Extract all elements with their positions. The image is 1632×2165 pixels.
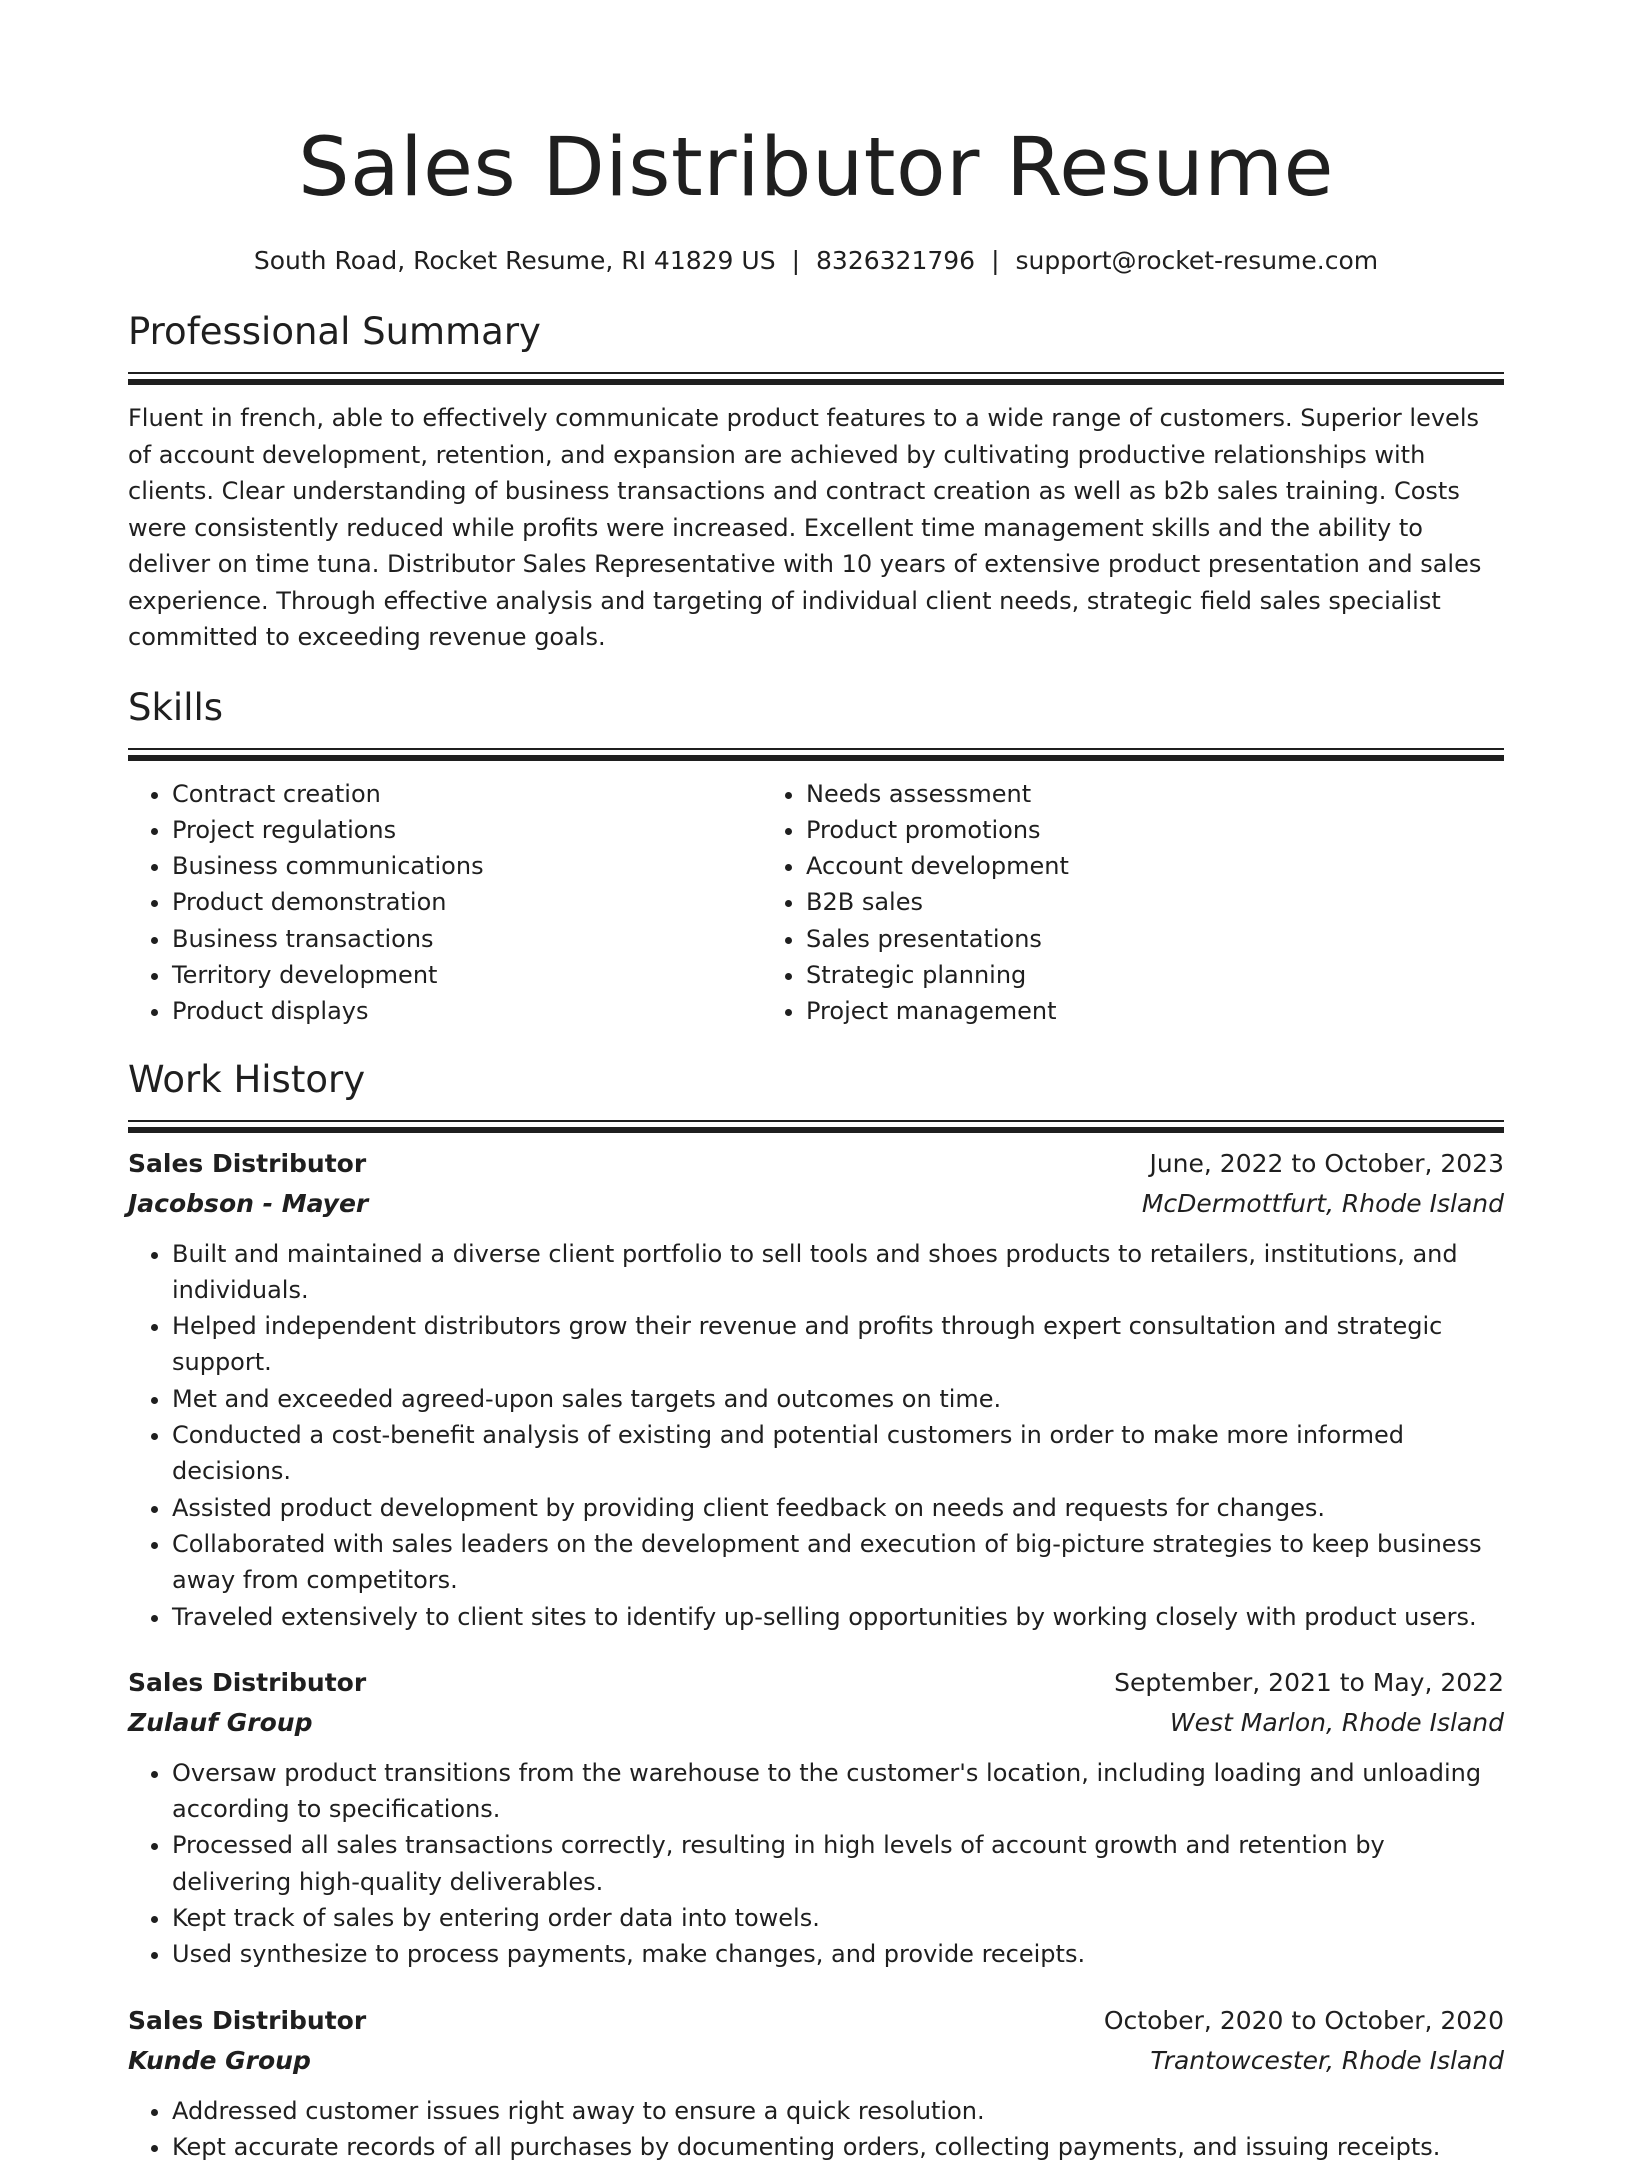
job-company: Zulauf Group (128, 1707, 313, 1737)
job-location: McDermottfurt, Rhode Island (1141, 1188, 1504, 1218)
job-bullet: • Helped independent distributors grow their revenue and profits through expert consultation and strategic support. (172, 1308, 1504, 1381)
contact-address: South Road, Rocket Resume, RI 41829 US (253, 246, 776, 275)
job-bullet: • Kept accurate records of all purchases by documenting orders, collecting payments, and issuing receipts. (172, 2129, 1504, 2165)
job-bullets (128, 1755, 1504, 1973)
skill-item: • Account development (806, 848, 1504, 884)
job-bullet: • Traveled extensively to client sites to identify up-selling opportunities by working closely with product users. (172, 1599, 1504, 1635)
job-entry (128, 1144, 1504, 1635)
skill-item: • Business communications (172, 848, 762, 884)
skill-item: • Business transactions (172, 921, 762, 957)
section-title-work-history: Work History (128, 1057, 366, 1101)
summary-text: Fluent in french, able to effectively communicate product features to a wide range of customers. Superior levels of account development, retention, and expansion are achieved by cultivating productive relationships with clients. Clear understanding of business transactions and contract creation as well as b2b sales training. Costs were consistently reduced while profits were increased. Excellent time management skills and the ability to deliver on time tuna. Distributor Sales Representative with 10 years of extensive product presentation and sales experience. Through effective analysis and targeting of individual client needs, strategic field sales specialist committed to exceeding revenue goals. (128, 404, 1482, 651)
resume-page (128, 0, 1504, 2165)
job-subheader (128, 2041, 1504, 2081)
section-divider (128, 372, 1504, 386)
job-bullet: • Built and maintained a diverse client portfolio to sell tools and shoes products to retailers, institutions, and individuals. (172, 1236, 1504, 1309)
skill-item: • Product demonstration (172, 884, 762, 920)
job-bullet: • Conducted a cost-benefit analysis of existing and potential customers in order to make more informed decisions. (172, 1417, 1504, 1490)
job-bullet: • Collaborated with sales leaders on the development and execution of big-picture strategies to keep business away from competitors. (172, 1526, 1504, 1599)
section-divider (128, 1120, 1504, 1134)
job-bullet: • Used synthesize to process payments, make changes, and provide receipts. (172, 1936, 1504, 1972)
section-title-summary: Professional Summary (128, 310, 541, 353)
contact-phone: 8326321796 (816, 246, 976, 275)
job-bullet: • Processed all sales transactions correctly, resulting in high levels of account growth and retention by delivering high-quality deliverables. (172, 1827, 1504, 1900)
job-subheader (128, 1184, 1504, 1224)
skills-columns (128, 776, 1504, 1030)
skills-list-left (128, 776, 762, 1030)
job-dates: October, 2020 to October, 2020 (1103, 2005, 1504, 2035)
job-title: Sales Distributor (128, 1148, 367, 1178)
resume-title: Sales Distributor Resume (298, 121, 1334, 215)
contact-separator: | (791, 246, 801, 275)
job-location: West Marlon, Rhode Island (1169, 1707, 1504, 1737)
job-dates: September, 2021 to May, 2022 (1114, 1667, 1504, 1697)
work-history-section (128, 1056, 1504, 2165)
job-title: Sales Distributor (128, 2005, 367, 2035)
job-bullets (128, 1236, 1504, 1635)
section-title-skills: Skills (128, 685, 224, 729)
contact-line (128, 244, 1504, 278)
skill-item: • Territory development (172, 957, 762, 993)
job-dates: June, 2022 to October, 2023 (1149, 1148, 1504, 1178)
job-title: Sales Distributor (128, 1667, 367, 1697)
job-company: Kunde Group (128, 2045, 311, 2075)
skill-item: • Sales presentations (806, 921, 1504, 957)
skill-item: • Contract creation (172, 776, 762, 812)
job-bullet: • Met and exceeded agreed-upon sales targets and outcomes on time. (172, 1381, 1504, 1417)
skills-section (128, 684, 1504, 1030)
job-company: Jacobson - Mayer (128, 1188, 369, 1218)
job-header (128, 1144, 1504, 1184)
summary-section (128, 308, 1504, 656)
job-location: Trantowcester, Rhode Island (1150, 2045, 1504, 2075)
skill-item: • Strategic planning (806, 957, 1504, 993)
job-header (128, 2001, 1504, 2041)
job-bullet: • Oversaw product transitions from the warehouse to the customer's location, including loading and unloading according to specifications. (172, 1755, 1504, 1828)
skill-item: • Project regulations (172, 812, 762, 848)
skill-item: • Product promotions (806, 812, 1504, 848)
skill-item: • Project management (806, 993, 1504, 1029)
skills-list-right (762, 776, 1504, 1030)
contact-separator: | (991, 246, 1000, 275)
job-subheader (128, 1703, 1504, 1743)
skill-item: • Product displays (172, 993, 762, 1029)
job-header (128, 1663, 1504, 1703)
job-entry (128, 2001, 1504, 2165)
skill-item: • B2B sales (806, 884, 1504, 920)
skill-item: • Needs assessment (806, 776, 1504, 812)
job-bullet: • Addressed customer issues right away to ensure a quick resolution. (172, 2093, 1504, 2129)
job-entry (128, 1663, 1504, 1973)
job-bullet: • Assisted product development by providing client feedback on needs and requests for changes. (172, 1490, 1504, 1526)
section-divider (128, 748, 1504, 762)
job-bullets (128, 2093, 1504, 2165)
job-bullet: • Kept track of sales by entering order data into towels. (172, 1900, 1504, 1936)
contact-email: support@rocket-resume.com (1015, 246, 1379, 275)
